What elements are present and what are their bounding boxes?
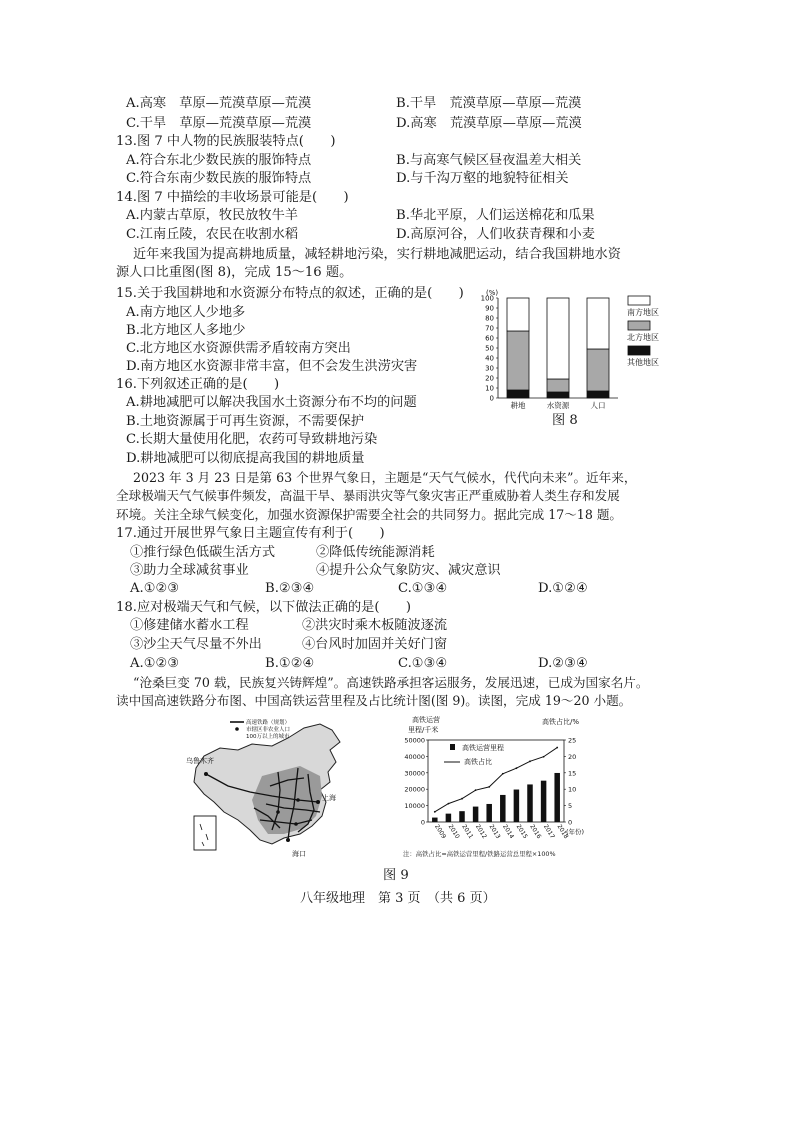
fig8-bar-segment — [507, 390, 529, 398]
fig8-y-tick-label: 20 — [485, 374, 494, 383]
q18-option-b: B.①②④ — [265, 656, 315, 671]
fig9-share-point — [488, 786, 490, 788]
fig9-legend-bar-label: 高铁运营里程 — [462, 744, 504, 752]
fig8-y-tick-label: 40 — [485, 354, 494, 363]
q14-option-d: D.高原河谷，人们收获青稞和小麦 — [396, 227, 595, 242]
fig8-bar-segment — [507, 331, 529, 390]
fig9-caption: 图 9 — [383, 868, 409, 883]
q18-option-c: C.①③④ — [398, 656, 448, 671]
fig9-share-point — [529, 760, 531, 762]
fig9-share-point — [556, 747, 558, 749]
q17-option-b: B.②③④ — [265, 581, 315, 596]
intro-19-20-line-2: 读中国高速铁路分布图、中国高铁运营里程及占比统计图(图 9)。读图，完成 19～20 小题。 — [116, 693, 632, 708]
fig9-share-point — [434, 811, 436, 813]
q17-items-row-2 — [130, 562, 650, 579]
q17-item-2: ②降低传统能源消耗 — [316, 545, 435, 560]
map-label-urumqi: 乌鲁木齐 — [186, 757, 214, 765]
fig8-x-label: 水资源 — [546, 401, 570, 410]
q15-option-d: D.南方地区水资源非常丰富，但不会发生洪涝灾害 — [126, 359, 418, 374]
q12-option-d: D.高寒 荒漠草原—草原—荒漠 — [396, 116, 582, 131]
q18-item-2: ②洪灾时乘木板随波逐流 — [302, 618, 448, 633]
fig9-note: 注：高铁占比=高铁运营里程/铁路运营总里程×100% — [403, 850, 556, 858]
q16-option-c: C.长期大量使用化肥，农药可导致耕地污染 — [126, 432, 378, 447]
fig9-map-legend-rail: 高速铁路（规划） — [246, 720, 291, 726]
fig8-bar-segment — [507, 298, 529, 331]
fig8-legend — [627, 296, 659, 367]
q18-items-row-1 — [130, 617, 650, 634]
fig9-left-tick-label: 20000 — [404, 785, 425, 794]
fig8-y-tick-label: 0 — [489, 394, 494, 403]
q18-item-4: ④台风时加固并关好门窗 — [302, 637, 448, 652]
fig9-right-tick-label: 15 — [568, 769, 577, 778]
q18-item-3: ③沙尘天气尽量不外出 — [130, 637, 262, 652]
fig9-map-legend-city: 100万以上的城市 — [246, 734, 290, 740]
intro-17-18-line-1: 2023 年 3 月 23 日是第 63 个世界气象日，主题是“天气气候水，代代向未来”。近年来， — [133, 470, 637, 485]
q12-option-b: B.干旱 荒漠草原—草原—荒漠 — [396, 96, 582, 111]
fig9-share-point — [461, 798, 463, 800]
fig9-left-tick-label: 50000 — [404, 736, 425, 745]
fig9-left-axis-label-1: 高铁运营 — [412, 716, 440, 724]
q12-options-row-1 — [126, 95, 646, 112]
q14-option-b: B.华北平原，人们运送棉花和瓜果 — [396, 208, 595, 223]
fig9-left-tick-label: 40000 — [404, 752, 425, 761]
q18-option-a: A.①②③ — [130, 656, 180, 671]
fig9-share-point — [475, 789, 477, 791]
fig9-legend-line-label: 高铁占比 — [464, 758, 492, 766]
q18-items-row-2 — [130, 636, 650, 653]
fig8-y-tick-label: 30 — [485, 364, 494, 373]
q14-options-row-2 — [126, 226, 646, 243]
q16-option-b: B.土地资源属于可再生资源，不需要保护 — [126, 414, 365, 429]
fig8-caption: 图 8 — [552, 413, 578, 428]
fig9-mileage-bar — [514, 790, 520, 822]
q14-options-row-1 — [126, 207, 646, 224]
fig8-bars — [507, 298, 609, 398]
q15-option-c: C.北方地区水资源供需矛盾较南方突出 — [126, 341, 351, 356]
fig9-right-tick-label: 5 — [568, 802, 573, 811]
fig9-mileage-bar — [541, 781, 547, 822]
map-label-haikou: 海口 — [292, 850, 306, 858]
q12-options-row-2 — [126, 115, 646, 132]
q12-option-c: C.干旱 草原—荒漠草原—荒漠 — [126, 116, 312, 131]
fig9-mileage-bar — [432, 818, 438, 822]
fig9-left-axis-label-2: 里程/千米 — [408, 726, 439, 734]
fig8-legend-north-swatch — [628, 321, 650, 330]
q13-option-a: A.符合东北少数民族的服饰特点 — [126, 153, 312, 168]
q15-option-a: A.南方地区人少地多 — [126, 305, 246, 320]
fig9-share-line — [434, 747, 558, 813]
q13-options-row-1 — [126, 152, 646, 169]
q13-options-row-2 — [126, 170, 646, 187]
fig9-x-label: 2009 — [433, 823, 448, 841]
fig8-x-label: 耕地 — [510, 401, 526, 410]
fig9-left-tick-label: 0 — [420, 818, 425, 827]
fig9-right-axis-label: 高铁占比/% — [542, 718, 580, 726]
fig8-bar-segment — [547, 392, 569, 398]
fig9-x-label: 2013 — [487, 823, 502, 841]
fig8-y-tick-label: 60 — [485, 334, 494, 343]
figure-9-chart — [392, 714, 612, 864]
q17-option-a: A.①②③ — [130, 581, 180, 596]
fig9-x-label: 2018 — [555, 823, 570, 841]
q13-option-d: D.与千沟万壑的地貌特征相关 — [396, 171, 569, 186]
q14-option-c: C.江南丘陵，农民在收割水稻 — [126, 227, 299, 242]
q13-option-c: C.符合东南少数民族的服饰特点 — [126, 171, 312, 186]
fig9-x-label: 2014 — [501, 823, 516, 841]
intro-17-18-line-3: 环境。关注全球气候变化，加强水资源保护需要全社会的共同努力。据此完成 17～18 题。 — [116, 507, 623, 522]
q16-option-a: A.耕地减肥可以解决我国水土资源分布不均的问题 — [126, 395, 417, 410]
q17-item-3: ③助力全球减贫事业 — [130, 563, 249, 578]
q13-option-b: B.与高寒气候区昼夜温差大相关 — [396, 153, 582, 168]
fig8-y-tick-label: 80 — [485, 314, 494, 323]
fig9-share-point — [516, 767, 518, 769]
fig9-x-unit: (年份) — [566, 828, 585, 836]
page-footer: 八年级地理 第 3 页 （共 6 页） — [300, 891, 496, 906]
fig9-map-legend-city-symbol — [235, 727, 239, 731]
q18-item-1: ①修建储水蓄水工程 — [130, 618, 249, 633]
q15-stem: 15.关于我国耕地和水资源分布特点的叙述，正确的是( ) — [116, 286, 464, 301]
fig9-map-legend-pop: 市辖区非农业人口 — [246, 727, 291, 733]
figure-9-map — [180, 716, 370, 861]
q16-stem: 16.下列叙述正确的是( ) — [116, 377, 280, 392]
fig8-legend-other-swatch — [628, 346, 650, 355]
fig8-legend-south-swatch — [628, 296, 650, 305]
fig8-x-label: 人口 — [590, 401, 606, 410]
fig9-left-tick-label: 10000 — [404, 802, 425, 811]
figure-8-chart — [470, 286, 670, 431]
fig9-x-label: 2016 — [528, 823, 543, 841]
fig9-x-label: 2011 — [460, 823, 475, 841]
fig9-right-tick-label: 20 — [568, 752, 577, 761]
q16-option-d: D.耕地减肥可以彻底提高我国的耕地质量 — [126, 451, 365, 466]
q14-option-a: A.内蒙古草原，牧民放牧牛羊 — [126, 208, 298, 223]
fig8-y-tick-label: 90 — [485, 304, 494, 313]
fig8-legend-south-label: 南方地区 — [627, 308, 659, 317]
fig9-mileage-bar — [459, 811, 465, 822]
south-china-sea-inset — [194, 816, 216, 850]
fig9-share-polyline — [435, 748, 557, 812]
fig9-x-label: 2017 — [541, 823, 556, 841]
q17-option-c: C.①③④ — [398, 581, 448, 596]
fig9-share-point — [502, 773, 504, 775]
intro-17-18-line-2: 全球极端天气气候事件频发，高温干旱、暴雨洪灾等气象灾害正严重威胁着人类生存和发展 — [116, 488, 620, 503]
q18-options — [130, 655, 610, 672]
q17-items-row-1 — [130, 544, 650, 561]
fig8-bar-segment — [547, 298, 569, 379]
fig8-y-tick-label: 50 — [485, 344, 494, 353]
q12-option-a: A.高寒 草原—荒漠草原—荒漠 — [126, 96, 312, 111]
fig8-bar-segment — [587, 391, 609, 398]
fig9-right-tick-label: 10 — [568, 785, 577, 794]
fig8-legend-other-label: 其他地区 — [627, 358, 659, 367]
fig8-y-tick-label: 70 — [485, 324, 494, 333]
fig9-mileage-bar — [473, 807, 479, 822]
fig8-y-tick-label: 10 — [485, 384, 494, 393]
q17-stem: 17.通过开展世界气象日主题宣传有利于( ) — [116, 526, 385, 541]
fig9-mileage-bar — [500, 795, 506, 822]
fig9-x-labels — [433, 823, 584, 840]
fig9-x-label: 2010 — [446, 823, 461, 841]
intro-19-20-line-1: “沧桑巨变 70 载，民族复兴铸辉煌”。高速铁路承担客运服务，发展迅速，已成为国家名片。 — [133, 675, 649, 690]
fig9-legend — [444, 743, 504, 766]
fig9-share-point — [543, 756, 545, 758]
fig9-legend-bar-swatch — [450, 744, 455, 750]
fig9-mileage-bar — [527, 784, 533, 822]
q18-option-d: D.②③④ — [538, 656, 588, 671]
q17-option-d: D.①②④ — [538, 581, 588, 596]
fig8-bar-segment — [547, 379, 569, 392]
fig9-map-legend — [230, 718, 290, 740]
fig8-bar-segment — [587, 298, 609, 349]
fig8-unit-label: (%) — [486, 289, 499, 297]
fig8-bar-segment — [587, 349, 609, 391]
fig9-left-tick-label: 30000 — [404, 769, 425, 778]
fig9-share-point — [448, 803, 450, 805]
q15-option-b: B.北方地区人多地少 — [126, 323, 246, 338]
fig9-x-label: 2015 — [514, 823, 529, 841]
q17-item-1: ①推行绿色低碳生活方式 — [130, 545, 276, 560]
fig9-mileage-bar — [554, 773, 560, 822]
fig9-mileage-bar — [446, 814, 452, 822]
fig9-right-tick-label: 25 — [568, 736, 577, 745]
intro-15-16-line-1: 近年来我国为提高耕地质量，减轻耕地污染，实行耕地减肥运动，结合我国耕地水资 — [133, 247, 621, 262]
fig9-x-label: 2012 — [473, 823, 488, 841]
q13-stem: 13.图 7 中人物的民族服装特点( ) — [116, 134, 336, 149]
q14-stem: 14.图 7 中描绘的丰收场景可能是( ) — [116, 190, 349, 205]
fig9-right-tick-label: 0 — [568, 818, 573, 827]
map-label-shanghai: 上海 — [322, 794, 336, 802]
intro-15-16-line-2: 源人口比重图(图 8)，完成 15～16 题。 — [116, 265, 353, 280]
fig8-y-tick-label: 100 — [480, 294, 494, 303]
fig9-mileage-bar — [486, 804, 492, 822]
fig8-legend-north-label: 北方地区 — [627, 333, 659, 342]
q17-options — [130, 580, 610, 597]
q18-stem: 18.应对极端天气和气候，以下做法正确的是( ) — [116, 600, 412, 615]
q17-item-4: ④提升公众气象防灾、减灾意识 — [316, 563, 501, 578]
fig8-x-labels — [511, 400, 606, 410]
